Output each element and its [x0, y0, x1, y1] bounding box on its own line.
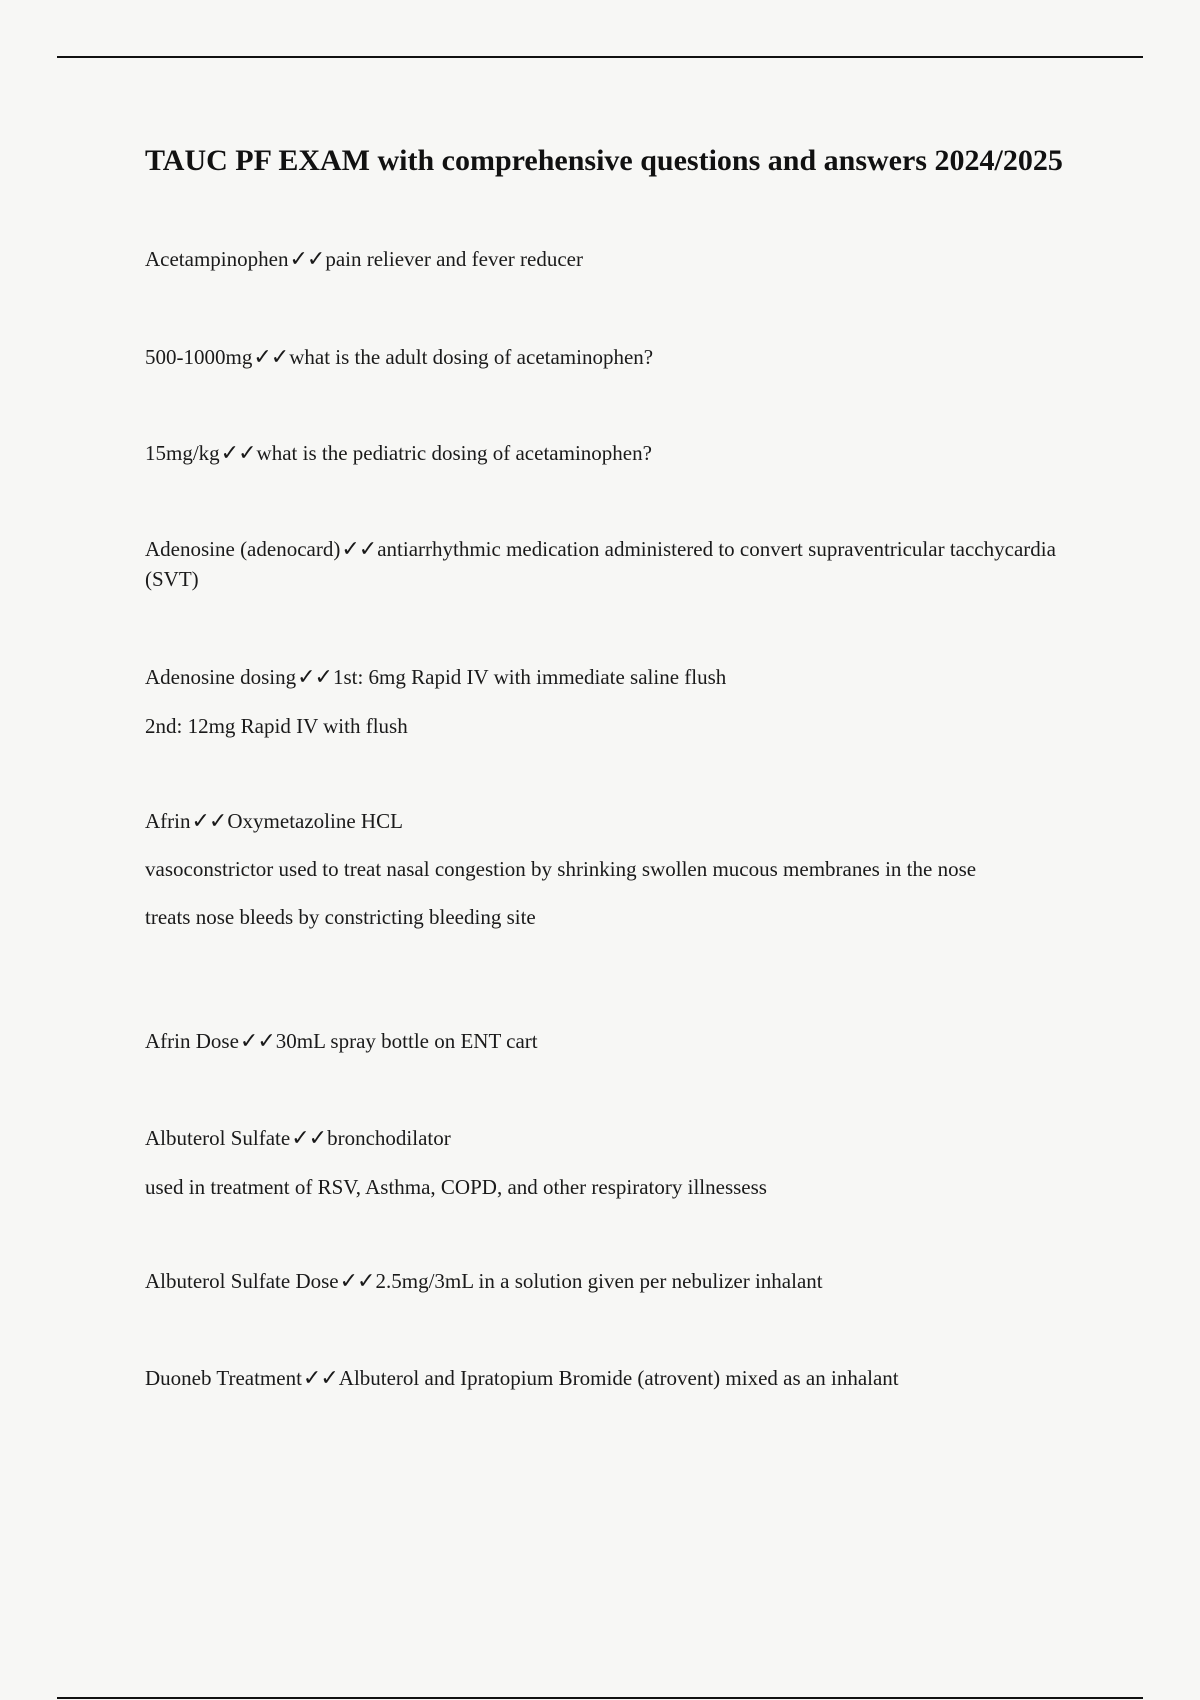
entry-answer: 30mL spray bottle on ENT cart — [275, 1029, 538, 1053]
double-check-icon: ✓✓ — [220, 440, 256, 465]
qa-entry — [145, 1025, 1085, 1057]
double-check-icon: ✓✓ — [239, 1028, 275, 1053]
entry-term: Afrin Dose — [145, 1029, 239, 1053]
double-check-icon: ✓✓ — [302, 1365, 338, 1390]
entry-term: Duoneb Treatment — [145, 1366, 302, 1390]
qa-entry — [145, 1265, 1085, 1297]
entry-term: Adenosine (adenocard) — [145, 537, 341, 561]
entry-answer-line: 2nd: 12mg Rapid IV with flush — [145, 714, 408, 738]
entry-answer: 2.5mg/3mL in a solution given per nebulizer inhalant — [375, 1269, 823, 1293]
entry-answer-line: used in treatment of RSV, Asthma, COPD, and other respiratory illnessess — [145, 1175, 767, 1199]
qa-entry — [145, 1362, 1085, 1394]
bottom-rule — [57, 1697, 1143, 1699]
double-check-icon: ✓✓ — [191, 808, 227, 833]
document-title: TAUC PF EXAM with comprehensive questions and answers 2024/2025 — [145, 144, 1063, 177]
double-check-icon: ✓✓ — [339, 1268, 375, 1293]
entry-answer: Oxymetazoline HCL — [227, 809, 403, 833]
qa-entry — [145, 805, 1085, 933]
qa-entry — [145, 341, 1085, 373]
entry-term: Adenosine dosing — [145, 665, 297, 689]
entry-answer-line: treats nose bleeds by constricting bleeding site — [145, 905, 536, 929]
qa-entry — [145, 534, 1085, 594]
entry-term: Acetampinophen — [145, 247, 289, 271]
entry-answer: what is the adult dosing of acetaminophen? — [289, 345, 654, 369]
qa-entry — [145, 1122, 1085, 1203]
qa-entry — [145, 437, 1085, 469]
double-check-icon: ✓✓ — [297, 664, 332, 689]
entry-answer: what is the pediatric dosing of acetaminophen? — [256, 441, 652, 465]
double-check-icon: ✓✓ — [291, 1125, 327, 1150]
entry-term: 15mg/kg — [145, 441, 220, 465]
entry-answer: 1st: 6mg Rapid IV with immediate saline flush — [332, 665, 727, 689]
entry-term: Albuterol Sulfate — [145, 1126, 291, 1150]
double-check-icon: ✓✓ — [253, 344, 289, 369]
entry-answer: bronchodilator — [327, 1126, 451, 1150]
entry-answer-line: vasoconstrictor used to treat nasal congestion by shrinking swollen mucous membranes in the nose — [145, 857, 977, 881]
entry-answer: antiarrhythmic medication administered to convert supraventricular tacchycardia (SVT) — [145, 537, 1056, 591]
entry-answer: pain reliever and fever reducer — [325, 247, 583, 271]
entry-term: 500-1000mg — [145, 345, 253, 369]
top-rule — [57, 56, 1143, 58]
qa-entry — [145, 661, 1085, 742]
entry-term: Afrin — [145, 809, 191, 833]
qa-entry — [145, 243, 1085, 275]
entry-answer: Albuterol and Ipratopium Bromide (atrovent) mixed as an inhalant — [338, 1366, 899, 1390]
double-check-icon: ✓✓ — [341, 536, 377, 561]
double-check-icon: ✓✓ — [289, 246, 325, 271]
entry-term: Albuterol Sulfate Dose — [145, 1269, 339, 1293]
